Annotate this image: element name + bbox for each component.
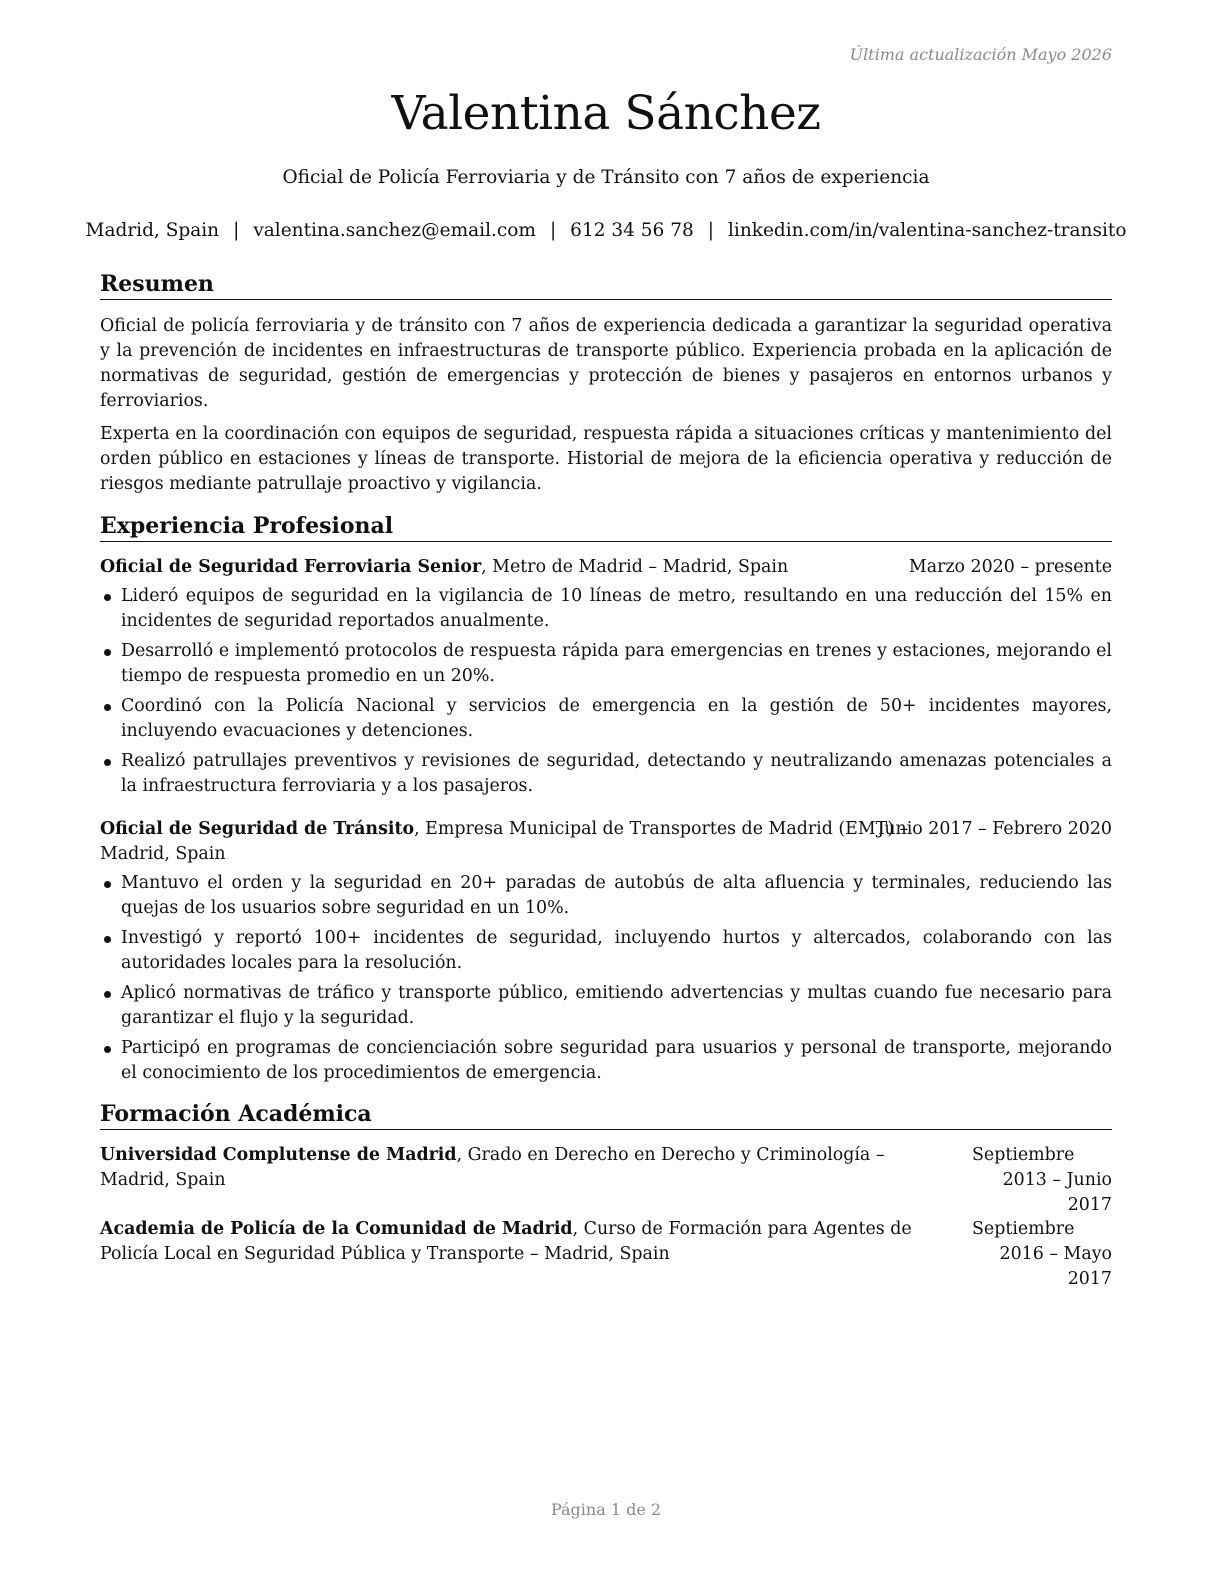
- contact-separator: |: [707, 220, 714, 241]
- job-bullets: [100, 584, 1112, 799]
- contact-linkedin[interactable]: linkedin.com/in/valentina-sanchez-transito: [727, 220, 1127, 241]
- job-bullet: Lideró equipos de seguridad en la vigilancia de 10 líneas de metro, resultando en una reducción del 15% en incidentes de seguridad reportados anualmente.: [100, 584, 1112, 634]
- job-dates: Marzo 2020 – presente: [908, 557, 1112, 577]
- education-detail-line2: Policía Local en Seguridad Pública y Transporte – Madrid, Spain: [100, 1244, 670, 1264]
- contact-location: Madrid, Spain: [85, 220, 220, 241]
- job-bullets: [100, 871, 1112, 1086]
- education-dates-year: 2017: [1067, 1195, 1112, 1215]
- education-detail: , Curso de Formación para Agentes de: [572, 1219, 912, 1239]
- education-entry: [100, 1217, 1112, 1289]
- education-institution: Academia de Policía de la Comunidad de Madrid: [100, 1219, 573, 1239]
- experience-section: [100, 512, 1112, 1086]
- page-number: Página 1 de 2: [550, 1500, 662, 1519]
- education-dates: Septiembre 2013 – Junio: [972, 1145, 1112, 1190]
- job-bullet: Investigó y reportó 100+ incidentes de seguridad, incluyendo hurtos y altercados, colaborando con las autoridades locales para la resolución.: [100, 926, 1112, 976]
- section-heading-experience: Experiencia Profesional: [100, 512, 1112, 542]
- job-bullet: Desarrolló e implementó protocolos de respuesta rápida para emergencias en trenes y estaciones, mejorando el tiempo de respuesta promedio en un 20%.: [100, 639, 1112, 689]
- education-entry: [100, 1143, 1112, 1215]
- contact-email[interactable]: valentina.sanchez@email.com: [253, 220, 536, 241]
- job-bullet: Realizó patrullajes preventivos y revisiones de seguridad, detectando y neutralizando amenazas potenciales a la infraestructura ferroviaria y a los pasajeros.: [100, 749, 1112, 799]
- job-bullet: Aplicó normativas de tráfico y transporte público, emitiendo advertencias y multas cuando fue necesario para garantizar el flujo y la seguridad.: [100, 981, 1112, 1031]
- job-title: Oficial de Seguridad de Tránsito: [100, 819, 415, 839]
- job-dates: Junio 2017 – Febrero 2020: [877, 819, 1112, 839]
- job-organization: , Metro de Madrid – Madrid, Spain: [481, 557, 789, 577]
- education-dates-year: 2017: [1067, 1269, 1112, 1289]
- contact-separator: |: [233, 220, 240, 241]
- candidate-headline: Oficial de Policía Ferroviaria y de Tránsito con 7 años de experiencia: [282, 167, 930, 188]
- job-title: Oficial de Seguridad Ferroviaria Senior: [100, 557, 482, 577]
- section-heading-education: Formación Académica: [100, 1100, 1112, 1130]
- job-bullet: Mantuvo el orden y la seguridad en 20+ paradas de autobús de alta afluencia y terminales, reduciendo las quejas de los usuarios sobre seguridad en un 10%.: [100, 871, 1112, 921]
- education-dates: Septiembre 2016 – Mayo: [972, 1219, 1112, 1264]
- contact-separator: |: [549, 220, 557, 241]
- contact-phone: 612 34 56 78: [570, 220, 694, 241]
- job-organization: , Empresa Municipal de Transportes de Madrid (EMT) –: [414, 819, 909, 839]
- summary-paragraph: Experta en la coordinación con equipos de seguridad, respuesta rápida a situaciones críticas y mantenimiento del orden público en estaciones y líneas de transporte. Historial de mejora de la eficiencia operativa y reducción de riesgos mediante patrullaje proactivo y vigilancia.: [100, 424, 1112, 494]
- candidate-name: Valentina Sánchez: [391, 86, 821, 141]
- contact-line: [0, 220, 1212, 241]
- education-institution: Universidad Complutense de Madrid: [100, 1145, 457, 1165]
- education-detail: , Grado en Derecho en Derecho y Criminología –: [456, 1145, 885, 1165]
- summary-section: [100, 270, 1112, 497]
- job-location: Madrid, Spain: [100, 844, 226, 864]
- job-bullet: Participó en programas de concienciación sobre seguridad para usuarios y personal de transporte, mejorando el conocimiento de los procedimientos de emergencia.: [100, 1036, 1112, 1086]
- job-entry: [100, 817, 1112, 1086]
- summary-paragraph: Oficial de policía ferroviaria y de tránsito con 7 años de experiencia dedicada a garantizar la seguridad operativa y la prevención de incidentes en infraestructuras de transporte público. Experiencia probada en la aplicación de normativas de seguridad, gestión de emergencias y protección de bienes y pasajeros en entornos urbanos y ferroviarios.: [100, 316, 1112, 411]
- resume-content: [100, 270, 1112, 1289]
- education-detail-line2: Madrid, Spain: [100, 1170, 226, 1190]
- job-entry: [100, 555, 1112, 799]
- job-bullet: Coordinó con la Policía Nacional y servicios de emergencia en la gestión de 50+ incidentes mayores, incluyendo evacuaciones y detenciones.: [100, 694, 1112, 744]
- section-heading-summary: Resumen: [100, 270, 1112, 300]
- education-section: [100, 1100, 1112, 1289]
- last-updated-note: Última actualización Mayo 2026: [849, 45, 1112, 64]
